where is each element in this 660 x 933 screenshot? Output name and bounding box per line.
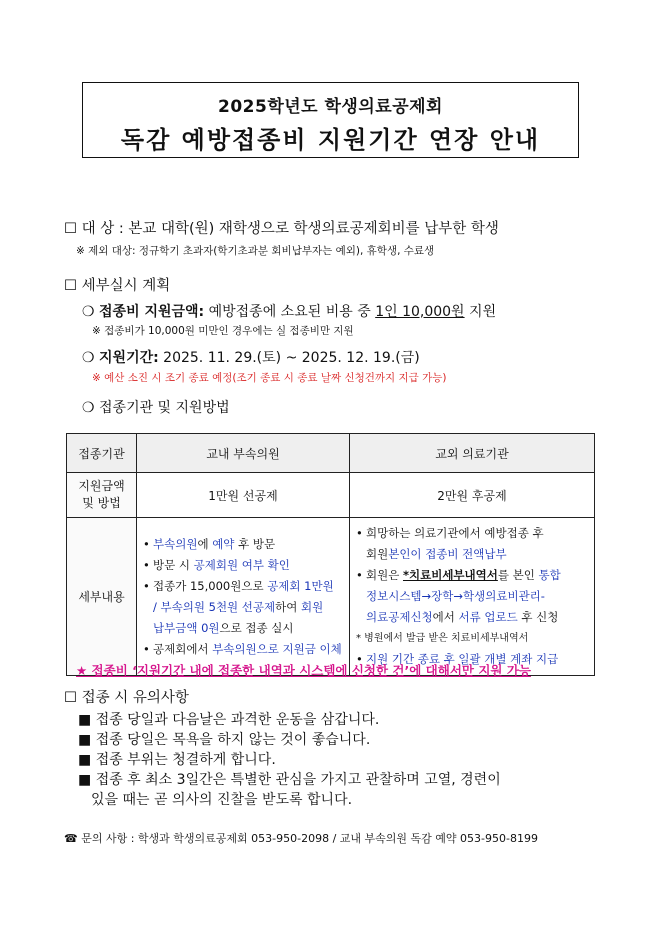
- inner-detail-cell: [137, 518, 350, 676]
- outer-footnote: * 병원에서 발급 받은 치료비세부내역서: [356, 633, 529, 644]
- title-box: [82, 82, 579, 158]
- list-item: • 방문 시 공제회원 여부 확인: [143, 557, 290, 572]
- list-item: • 부속의원에 예약 후 방문: [143, 536, 276, 551]
- outer-text: 지원 기간 종료 후 일괄 개별 계좌 지급: [366, 652, 559, 666]
- phone-icon: ☎: [64, 832, 78, 845]
- table-row-detail: [67, 518, 595, 676]
- list-item: [78, 710, 501, 730]
- list-item: • 공제회에서 부속의원으로 지원금 이체: [143, 641, 342, 656]
- inner-text: 부속의원: [153, 536, 198, 551]
- title-line1: 2025학년도 학생의료공제회: [218, 97, 443, 117]
- inner-text: 예약: [212, 536, 235, 551]
- method-line: [82, 397, 230, 417]
- period-note: ※ 예산 소진 시 조기 종료 예정(조기 종료 시 종료 날짜 신청건까지 지급 가능): [92, 372, 447, 384]
- outer-text: 후 신청: [517, 610, 559, 624]
- title-line2: 독감 예방접종비 지원기간 연장 안내: [120, 126, 541, 154]
- outer-amount-cell: 2만원 후공제: [350, 473, 595, 518]
- caution-text: 있을 때는 곧 의사의 진찰을 받도록 합니다.: [91, 792, 353, 808]
- square-bullet-icon: ■: [78, 712, 96, 728]
- inner-text: 공제회 1만원: [267, 578, 334, 593]
- list-item: • 희망하는 의료기관에서 예방접종 후 회원본인이 접종비 전액납부: [356, 526, 544, 561]
- target-note: ※ 제외 대상: 정규학기 초과자(학기초과분 회비납부자는 예외), 휴학생, 수료생: [76, 245, 435, 257]
- inner-text: 공제회원 여부 확인: [193, 557, 290, 572]
- target-text: 본교 대학(원) 재학생으로 학생의료공제회비를 납부한 학생: [128, 221, 499, 237]
- support-table: [66, 433, 595, 676]
- caution-heading-text: 접종 시 유의사항: [81, 690, 189, 706]
- outer-text: 를 본인: [497, 568, 539, 582]
- target-label: 대 상 :: [81, 221, 124, 237]
- checkbox-marker-icon: ☐: [64, 690, 77, 706]
- table-header-row: [67, 434, 595, 473]
- method-label: 접종기관 및 지원방법: [99, 400, 230, 416]
- outer-detail-cell: [350, 518, 595, 676]
- list-item-continuation: [78, 790, 501, 810]
- square-bullet-icon: ■: [78, 732, 96, 748]
- inner-text: 납부금액 0원: [153, 620, 220, 635]
- outer-text: 정보시스템→장학→학생의료비관리-: [366, 589, 545, 603]
- outer-text: 서류 업로드: [458, 610, 518, 624]
- inner-text: 으로 접종 실시: [219, 620, 294, 635]
- list-item: [78, 730, 501, 750]
- caution-heading: [64, 686, 189, 707]
- inner-text: 회원: [301, 599, 324, 614]
- inner-text: 공제회에서: [153, 641, 213, 656]
- amount-label: 접종비 지원금액:: [99, 304, 205, 320]
- caution-text: 접종 당일은 목욕을 하지 않는 것이 좋습니다.: [95, 732, 371, 748]
- caution-list: [78, 710, 501, 810]
- inner-text: 후 방문: [234, 536, 276, 551]
- plan-heading: [64, 274, 170, 295]
- table-header-cell: 교외 의료기관: [350, 434, 595, 473]
- table-row-amount: [67, 473, 595, 518]
- target-line: [64, 217, 499, 238]
- period-line: [82, 347, 420, 367]
- period-text: 2025. 11. 29.(토) ~ 2025. 12. 19.(금): [163, 350, 420, 366]
- inner-text: 부속의원으로 지원금 이체: [212, 641, 342, 656]
- outer-text: 희망하는 의료기관에서 예방접종 후: [366, 526, 544, 540]
- outer-text: 에서: [432, 610, 459, 624]
- inner-text: 하여: [275, 599, 302, 614]
- list-item: [78, 770, 501, 790]
- list-item: • 접종가 15,000원으로 공제회 1만원 / 부속의원 5천원 선공제하여 회원 납부금액 0원으로 접종 실시: [143, 578, 334, 635]
- square-bullet-icon: ■: [78, 772, 96, 788]
- plan-heading-text: 세부실시 계획: [81, 278, 171, 294]
- caution-text: 접종 후 최소 3일간은 특별한 관심을 가지고 관찰하며 고열, 경련이: [95, 772, 501, 788]
- list-item: [78, 750, 501, 770]
- caution-text: 접종 당일과 다음날은 과격한 운동을 삼갑니다.: [95, 712, 380, 728]
- amount-label-line1: 지원금액: [78, 479, 125, 493]
- table-header-cell: 교내 부속의원: [137, 434, 350, 473]
- square-bullet-icon: ■: [78, 752, 96, 768]
- table-header-cell: 접종기관: [67, 434, 137, 473]
- outer-text: 통합: [538, 568, 561, 582]
- inner-text: 에: [197, 536, 213, 551]
- footer-text: 문의 사항 : 학생과 학생의료공제회 053-950-2098 / 교내 부속의원 독감 예약 053-950-8199: [81, 832, 538, 845]
- inner-text: / 부속의원 5천원 선공제: [153, 599, 276, 614]
- checkbox-marker-icon: ☐: [64, 221, 77, 237]
- amount-note: ※ 접종비가 10,000원 미만인 경우에는 실 접종비만 지원: [92, 325, 354, 337]
- inner-amount-cell: 1만원 선공제: [137, 473, 350, 518]
- outer-text: 본인이 접종비 전액납부: [388, 547, 507, 561]
- amount-line: [82, 301, 496, 321]
- amount-text: 예방접종에 소요된 비용 중: [208, 304, 371, 320]
- amount-label-line2: 및 방법: [82, 496, 121, 510]
- period-label: 지원기간:: [99, 350, 159, 366]
- amount-suffix: 지원: [469, 304, 497, 320]
- circle-bullet-icon: ❍: [82, 350, 95, 366]
- detail-label-cell: 세부내용: [67, 518, 137, 676]
- list-item: • 회원은 *치료비세부내역서를 본인 통합 정보시스템→장학→학생의료비관리- 의료공제신청에서 서류 업로드 후 신청: [356, 568, 561, 624]
- inner-text: 접종가 15,000원으로: [153, 578, 268, 593]
- amount-highlight: 1인 10,000원: [375, 304, 465, 320]
- outer-text: 의료공제신청: [366, 610, 433, 624]
- outer-text: 회원은: [366, 568, 403, 582]
- star-notice: ★ 접종비 ‘지원기간 내에 접종한 내역과 시스템에 신청한 건’에 대해서만 지원 가능: [76, 663, 531, 678]
- circle-bullet-icon: ❍: [82, 400, 95, 416]
- footer-contact: [64, 830, 538, 846]
- circle-bullet-icon: ❍: [82, 304, 95, 320]
- amount-label-cell: [67, 473, 137, 518]
- caution-text: 접종 부위는 청결하게 합니다.: [95, 752, 276, 768]
- checkbox-marker-icon: ☐: [64, 278, 77, 294]
- outer-text: 회원: [366, 547, 389, 561]
- list-item: • 지원 기간 종료 후 일괄 개별 계좌 지급: [356, 649, 588, 670]
- inner-text: 방문 시: [153, 557, 194, 572]
- outer-text: *치료비세부내역서: [402, 568, 498, 582]
